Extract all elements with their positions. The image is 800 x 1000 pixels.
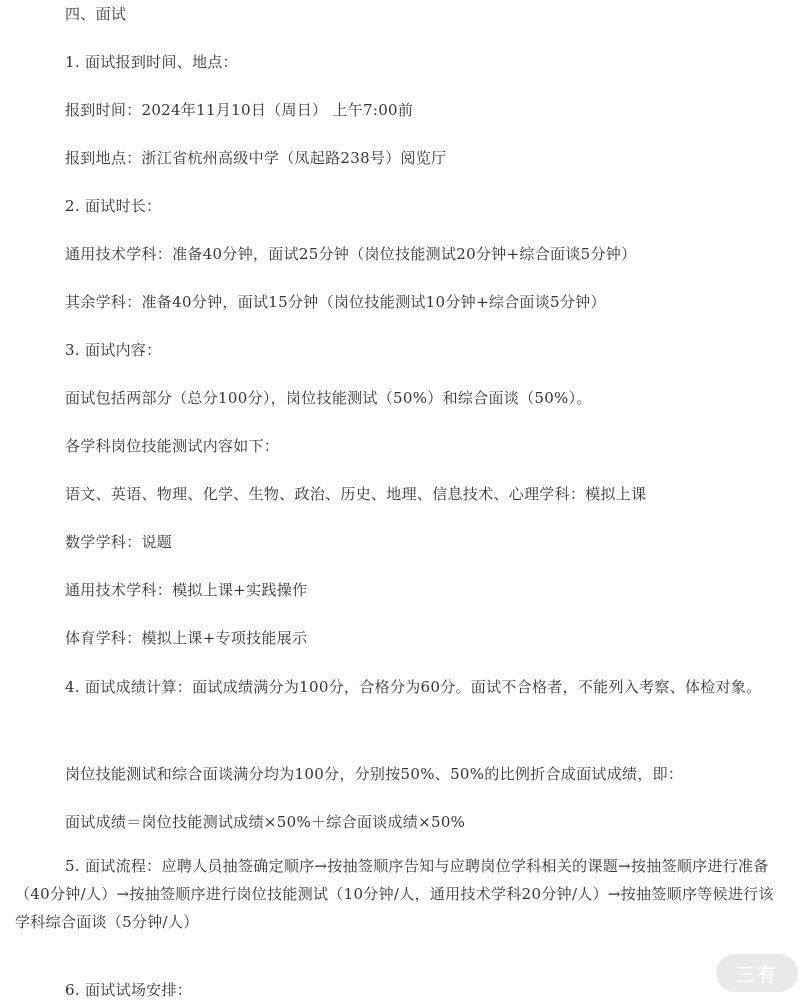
report-place: 报到地点：浙江省杭州高级中学（凤起路238号）阅览厅 [65, 149, 447, 167]
report-time: 报到时间：2024年11月10日（周日） 上午7:00前 [65, 101, 414, 119]
content-tech: 通用技术学科：模拟上课+实践操作 [65, 581, 308, 599]
report-heading: 1. 面试报到时间、地点： [65, 53, 238, 71]
section-title: 四、面试 [65, 5, 127, 23]
content-math: 数学学科：说题 [65, 533, 173, 551]
duration-heading: 2. 面试时长： [65, 197, 162, 215]
score-paragraph: 4. 面试成绩计算：面试成绩满分为100分，合格分为60分。面试不合格者，不能列入考察、体检对象。 [65, 678, 762, 696]
content-subjects: 语文、英语、物理、化学、生物、政治、历史、地理、信息技术、心理学科：模拟上课 [65, 485, 647, 503]
score-formula: 面试成绩＝岗位技能测试成绩×50%＋综合面谈成绩×50% [65, 813, 466, 831]
flow-paragraph: 5. 面试流程：应聘人员抽签确定顺序→按抽签顺序告知与应聘岗位学科相关的课题→按抽签顺序进行准备（40分钟/人）→按抽签顺序进行岗位技能测试（10分钟/人，通用技术学科20分钟/人）→按抽签顺序等候进行该学科综合面谈（5分钟/人） [15, 857, 774, 931]
content-intro: 各学科岗位技能测试内容如下： [65, 437, 280, 455]
venue-heading: 6. 面试试场安排： [65, 981, 193, 999]
duration-tech: 通用技术学科：准备40分钟，面试25分钟（岗位技能测试20分钟+综合面谈5分钟） [65, 245, 637, 263]
watermark-badge: 三有 [716, 954, 798, 992]
content-pe: 体育学科：模拟上课+专项技能展示 [65, 629, 308, 647]
content-heading: 3. 面试内容： [65, 341, 162, 359]
duration-other: 其余学科：准备40分钟，面试15分钟（岗位技能测试10分钟+综合面谈5分钟） [65, 293, 606, 311]
content-parts: 面试包括两部分（总分100分），岗位技能测试（50%）和综合面谈（50%）。 [65, 389, 592, 407]
score-ratio: 岗位技能测试和综合面谈满分均为100分，分别按50%、50%的比例折合成面试成绩，即： [65, 765, 684, 783]
